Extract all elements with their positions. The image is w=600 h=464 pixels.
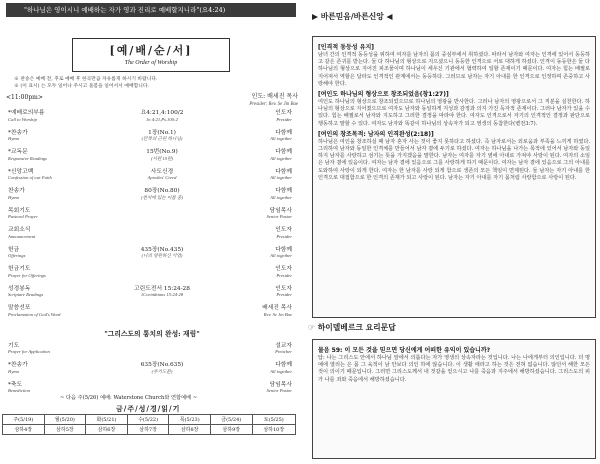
order-item-leader — [218, 247, 298, 260]
article-paragraph: 하나님은 여인을 창조하실 때 남자 혼자 사는 것이 좋지 못하다고 하셨다. 즉 남자로서는 외로움과 부족을 느끼게 하였다. 그리하여 남자와 동일한 인격체를 만들어서 남자 곁에 두기로 하셨다. 여자는 하나님을 나가는 목적에 있어서 남자와 동일하지 남자를 사랑하고 섬기는 뜻을 가지겠음을 말한다. 남자는 여자를 자기 옆에 아내로 가져야 사랑이 된다. 여자의 소임은 남자 곁에 있음이다. 여자는 남자 곁에 있음으로 그를 사랑하게 하기 때문이다. 여자는 남자 곁에 있음으로 그의 아내를 도와하여 사랑이 되게 한다. 여자는 한 남자를 사랑 되게 함으로 생존의 모든 책임이 면제된다. 둘 남자는 자기 아내를 한 인격으로 대접함으로 한 인격의 존재가 되고 사랑이 된다. 남자는 자기 아내를 자기 몸처럼 사랑함으로 사랑이 된다. — [318, 138, 590, 181]
order-item-leader — [218, 130, 298, 143]
order-item — [6, 362, 298, 382]
order-item-name — [6, 149, 106, 162]
order-item-detail — [106, 130, 218, 143]
bible-day-cell: 수(5/22) — [127, 415, 169, 425]
order-item-leader-english: All together — [270, 136, 292, 141]
order-item-leader-korean: 다함께 — [275, 129, 292, 136]
catechism-section-heading: ☞ 하이델베르크 요리문답 — [308, 323, 396, 332]
order-item-name-english: Prayer for Application — [8, 349, 50, 354]
presider-info — [249, 94, 298, 108]
order-item-name-korean: *예배로의부름 — [8, 110, 45, 116]
order-item-name — [6, 110, 106, 123]
order-item-leader-korean: 인도자 — [275, 285, 292, 292]
order-item-leader — [218, 208, 298, 221]
order-item-leader-korean: 다함께 — [275, 246, 292, 253]
catechism-answer: 답: 나는 그리스도 안에서 하나님 앞에서 의롭다는 자가 영생의 상속자라는 것입니다. 나는 나에게부터 의인입니다. 더 명예에 열리는 은 몸 그 육적이 남 안보다 의인 하에 않습니다. 이 생활 애라고 하는 것은 전혀 없습니다. 않던서 해한 모든 것이 의이기 때문입니다. 그러면 그리스도께서 내 것같을 얻으시고 나를 죽음과 지주에서 해방하셨습니다. 그리스도의 피가 나를 죄와 죽음에서 해방하셨습니다. — [318, 355, 590, 383]
order-item-name — [6, 247, 106, 260]
order-item-leader-korean: 인도자 — [275, 227, 292, 233]
order-item-name-english: Offerings — [8, 253, 26, 258]
bible-reading-cell: 삼하5장 — [44, 425, 86, 435]
order-item-detail-korean: 635장(No.635) — [140, 362, 184, 368]
presider-korean: 인도: 배세진 목사 — [251, 93, 298, 100]
article-paragraph: 여인도 하나님의 형상으로 창조되었으므로 하나님의 영광을 반사한다. 그러나 남자의 영광으로서 그 직분을 실천한다. 하나님의 형상으로 지어졌으므로 여자도 남자와 동일하게 지성과 감정과 의지 가진 독자적 존재이다. 그러나 남자가 있을 수 있다. 힘는 배필로서 남자와 지도하고 그러한 결정을 따라야 한다. 여자도 인격으로서 자기의 인격적인 결정과 판단으로 행동하고 말할 수 있다. 여자도 남자와 똑같이 하나님의 상속자가 되고 영생의 동참한다(벧전3:7). — [318, 99, 590, 127]
catechism-question: 물음 59: 이 모든 것을 믿으면 당신에게 어떠한 유익이 있습니까? — [318, 347, 491, 354]
order-item-detail-korean: 사도신경 — [150, 168, 174, 175]
article-paragraph: 남녀 간의 인격적 동등성을 위하여 여자를 남자의 몸의 중심부에서 취하셨다. 따라서 남자와 여자는 인격에 있어서 동등하고 같은 존귀를 받는다. 둘 다 하나님의 형상으로 지으셨으니 동등한 인격으로 서로 대하게 하셨다. 인격이 동등한은 둘 다 하나님의 형상으로 지어진 피조물이며 하나님이 세우신 기관에서 협력하여 일할 존재이기 때문이다. 여자는 힘는 배필로 지어져서 역할은 달라도 인격적인 관계에서는 동등하다. 그러므로 남자는 자기 아내를 한 인격으로 인정하며 존중하고 사랑해야 한다. — [318, 52, 590, 87]
bible-reading-cell: 삼하9장 — [210, 425, 252, 435]
bible-reading-cell: 삼하7장 — [127, 425, 169, 435]
order-item-leader-english: Rev. Se Jin Bae — [263, 311, 292, 317]
order-item-leader-english: All together — [270, 368, 292, 374]
article-subheading: [인격적 동등성 유지] — [318, 44, 375, 51]
order-title-english: The Order of Worship — [124, 60, 178, 66]
order-item-leader-english: Senior Pastor — [266, 214, 292, 219]
order-item-leader-korean: 배세진 목사 — [262, 305, 292, 311]
order-item-name-english: Responsive Readings — [8, 155, 47, 161]
order-item-name-korean: *교독문 — [8, 149, 28, 155]
order-item-name-korean: 헌금 — [8, 246, 20, 253]
order-item-name — [6, 362, 106, 375]
bible-day-cell: 금(5/24) — [210, 415, 252, 425]
order-item-name-korean: 기도 — [8, 342, 20, 349]
faith-section-heading: ▶ 바른믿음/바른신앙 ◀ — [312, 12, 393, 21]
order-item-name-korean: 교회소식 — [8, 227, 31, 233]
order-item-detail-english: (주기도문) — [151, 368, 173, 374]
order-item-detail — [106, 188, 218, 201]
order-item-name-english: Proclamation of God's Word — [8, 311, 61, 317]
order-item-leader — [218, 188, 298, 201]
order-item-name-english: Confession of our Faith — [8, 175, 52, 180]
order-item-leader — [218, 343, 298, 356]
order-item-leader-korean: 담임목사 — [269, 381, 292, 388]
order-item-detail-english: (시편 15편) — [150, 155, 174, 161]
verse-banner: "하나님은 영이시니 예배하는 자가 영과 진리로 예배할지니라"(요4:24) — [6, 3, 296, 17]
next-week-note: ~ 다음 주(5/26) 예배: Waterstone Church와 연합예배 ~ — [60, 395, 198, 401]
order-item-detail-english: (천지에 있는 이름 중) — [140, 194, 183, 200]
order-item-leader-korean: 인도자 — [275, 110, 292, 116]
order-item-detail — [106, 149, 218, 162]
note-line: ※ 찬송은 예배 전, 후로 예배 후 한곡만큼 자유롭게 하시기 바랍니다. — [14, 77, 158, 82]
order-item-leader-korean: 다함께 — [275, 168, 292, 175]
right-page — [306, 0, 596, 464]
order-item-detail-english: Apostles' Creed — [147, 175, 177, 180]
order-item-detail — [106, 110, 218, 123]
order-item-leader — [218, 305, 298, 318]
order-item — [6, 149, 298, 169]
worship-notes — [14, 76, 294, 90]
order-item-leader-korean: 다함께 — [275, 362, 292, 368]
bible-reading-table — [2, 414, 296, 435]
order-item-name — [6, 227, 106, 240]
order-item — [6, 286, 298, 306]
order-list-after-sermon — [6, 343, 298, 402]
order-item — [6, 169, 298, 189]
order-item-name-english: Benediction — [8, 388, 30, 393]
order-item-leader — [218, 362, 298, 375]
order-item-detail — [106, 286, 218, 299]
order-item-name-english: Pastoral Prayer — [8, 214, 38, 219]
order-item — [6, 130, 298, 150]
order-item-name-korean: 말씀선포 — [8, 305, 31, 311]
order-item-name-english: Prayer for Offerings — [8, 272, 46, 278]
order-item-leader-english: All together — [270, 155, 292, 161]
order-item-name — [6, 130, 106, 143]
order-item-name-english: Call to Worship — [8, 116, 37, 122]
article-subheading: [여인도 하나님의 형상으로 창조되었음(창1:27)] — [318, 91, 449, 99]
bible-days-row — [3, 415, 296, 425]
order-item-name — [6, 266, 106, 279]
order-item-leader — [218, 149, 298, 162]
order-item-detail — [106, 169, 218, 182]
order-item-name-korean: 찬송가 — [8, 188, 25, 194]
article-subheading: [여인의 창조목적: 남자의 인격완성(2:18)] — [318, 130, 434, 138]
order-item-name-english: Hymn — [8, 368, 19, 374]
bible-reading-cell: 삼하6장 — [86, 425, 128, 435]
order-item-name — [6, 169, 106, 182]
order-item-name-english: Hymn — [8, 136, 19, 141]
order-item-detail-english: (만복의 근원 하나님) — [141, 136, 183, 141]
bible-reading-title: 금/주/성/경/읽/기 — [116, 404, 181, 413]
bible-reading-cell: 삼하4장 — [3, 425, 45, 435]
order-item — [6, 266, 298, 286]
order-item-name-korean: *축도 — [8, 381, 23, 388]
order-item-leader-korean: 설교자 — [275, 342, 292, 349]
catechism-box — [312, 339, 596, 459]
order-item-name-korean: *찬송가 — [8, 362, 28, 368]
faith-article-box — [312, 36, 596, 318]
order-item-leader — [218, 227, 298, 240]
order-item-detail-korean: 고린도전서 15:24-28 — [134, 285, 190, 292]
order-item-leader-english: Presider — [276, 292, 292, 297]
order-item-name — [6, 188, 106, 201]
order-item-detail-english: 1Corinthians 15:24-28 — [140, 292, 184, 297]
order-item-name — [6, 208, 106, 221]
order-item — [6, 227, 298, 247]
order-item-leader-english: All together — [270, 194, 292, 200]
order-item — [6, 247, 298, 267]
bible-day-cell: 토(5/25) — [252, 415, 295, 425]
order-item-name — [6, 286, 106, 299]
order-item-leader-korean: 다함께 — [275, 188, 292, 194]
order-item-leader-english: All together — [270, 253, 292, 258]
order-item-leader-korean: 담임목사 — [269, 207, 292, 214]
order-item-detail-korean: 80장(No.80) — [144, 188, 180, 194]
order-list — [6, 110, 298, 325]
order-item-name-english: Hymn — [8, 194, 19, 200]
order-item-leader — [218, 382, 298, 395]
presider-english: Presider: Rev. Se Jin Bae — [249, 101, 298, 107]
order-item-leader-korean: 다함께 — [275, 149, 292, 155]
order-item-detail — [106, 362, 218, 375]
order-item — [6, 343, 298, 363]
note-line: ※ (이 표시) 는 모두 일어나 주시고 돌봄을 일어서서 예배합니다. — [14, 84, 150, 89]
order-item-leader — [218, 169, 298, 182]
order-of-worship — [6, 94, 298, 401]
order-item-name-korean: 목회기도 — [8, 207, 31, 214]
sermon-title: "그리스도의 통치의 완성: 재림" — [104, 329, 200, 338]
order-item-name — [6, 343, 106, 356]
order-item-name-english: Announcement — [8, 233, 36, 239]
order-item-leader-english: Presider — [276, 233, 292, 239]
order-item-detail-korean: 요4:21,4:100/2 — [140, 110, 184, 116]
bible-readings-row — [3, 425, 296, 435]
order-item — [6, 305, 298, 325]
order-item-detail-korean: 435장(No.435) — [140, 246, 184, 253]
order-title-box — [72, 38, 230, 72]
order-item-detail-korean: 15번(No.9) — [146, 149, 178, 155]
bible-day-cell: 화(5/21) — [86, 415, 128, 425]
bible-reading-cell: 삼하10장 — [252, 425, 295, 435]
order-item-leader-english: Preacher — [275, 349, 292, 354]
order-item-leader-english: All together — [270, 175, 292, 180]
order-item-leader-english: Presider — [276, 116, 292, 122]
order-item-detail — [106, 247, 218, 260]
order-item-name-korean: *찬송가 — [8, 129, 28, 136]
order-item-leader-english: Presider — [276, 272, 292, 278]
order-item-leader — [218, 286, 298, 299]
order-item-name-korean: 성경봉독 — [8, 285, 31, 292]
bible-day-cell: 목(5/23) — [169, 415, 211, 425]
order-item — [6, 188, 298, 208]
order-item-name-korean: 헌금기도 — [8, 266, 31, 272]
order-item-leader-korean: 인도자 — [275, 266, 292, 272]
time-row — [6, 94, 298, 110]
bible-day-cell: 월(5/20) — [44, 415, 86, 425]
order-item-detail-english: Jn 4:21,Ps.100:2 — [146, 116, 178, 122]
order-item-name — [6, 305, 106, 318]
order-item — [6, 110, 298, 130]
order-item-leader — [218, 266, 298, 279]
service-time: <11:00pm> — [6, 94, 43, 101]
order-item — [6, 208, 298, 228]
order-item-leader — [218, 110, 298, 123]
order-item-name — [6, 382, 106, 395]
bible-day-cell: 주(5/19) — [3, 415, 45, 425]
order-item-name-english: Scripture Readings — [8, 292, 44, 297]
bible-reading-cell: 삼하8장 — [169, 425, 211, 435]
order-item-detail-english: (나의 영원하신 기업) — [141, 253, 183, 258]
order-item-leader-english: Senior Pastor — [266, 388, 292, 393]
order-title-korean: [예/배/순/서] — [109, 44, 193, 57]
order-item-name-korean: *신앙고백 — [8, 168, 34, 175]
order-item-detail-korean: 1장(No.1) — [148, 129, 176, 136]
